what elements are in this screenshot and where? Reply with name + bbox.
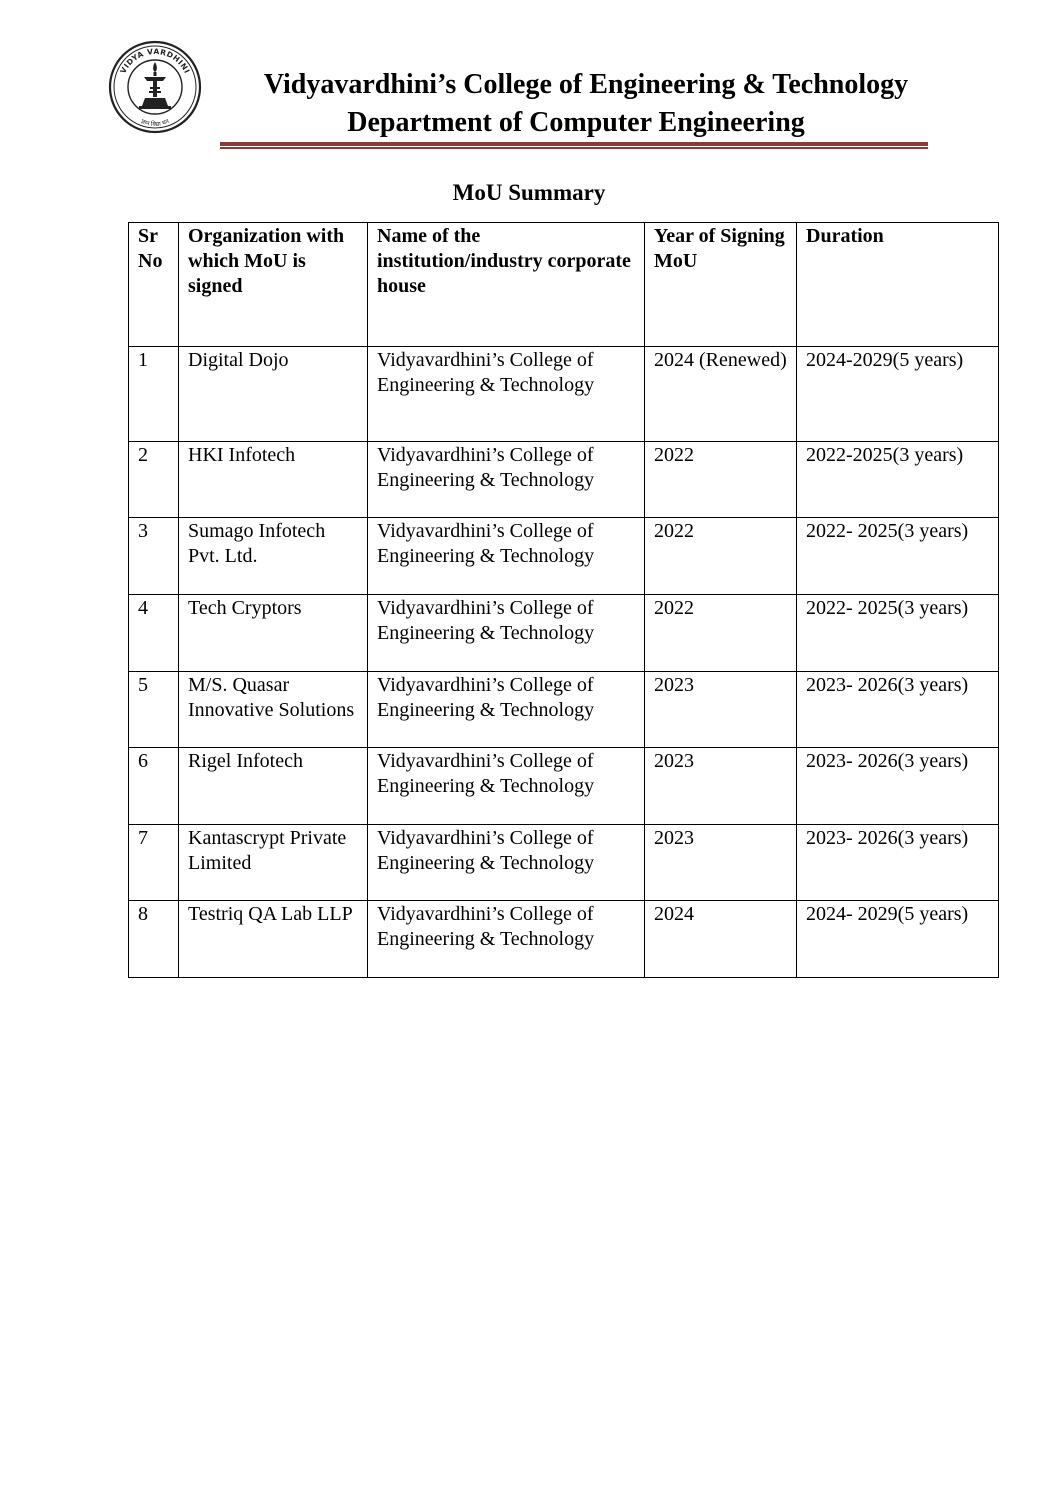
cell-organization: Kantascrypt Private Limited xyxy=(179,825,368,901)
table-row xyxy=(129,748,999,825)
cell-sr-no: 6 xyxy=(129,748,179,825)
cell-organization: Sumago Infotech Pvt. Ltd. xyxy=(179,518,368,595)
cell-institution: Vidyavardhini’s College of Engineering & Technology xyxy=(368,442,645,518)
cell-sr-no: 5 xyxy=(129,672,179,748)
cell-organization: Tech Cryptors xyxy=(179,595,368,672)
cell-organization: Digital Dojo xyxy=(179,347,368,442)
table-row xyxy=(129,672,999,748)
cell-organization: Testriq QA Lab LLP xyxy=(179,901,368,978)
table-row xyxy=(129,595,999,672)
cell-year: 2023 xyxy=(645,748,797,825)
cell-institution: Vidyavardhini’s College of Engineering & Technology xyxy=(368,672,645,748)
cell-sr-no: 8 xyxy=(129,901,179,978)
col-header-sr-no: Sr No xyxy=(129,223,179,347)
cell-duration: 2024- 2029(5 years) xyxy=(797,901,999,978)
table-row xyxy=(129,518,999,595)
cell-organization: Rigel Infotech xyxy=(179,748,368,825)
cell-duration: 2023- 2026(3 years) xyxy=(797,672,999,748)
table-row xyxy=(129,825,999,901)
cell-institution: Vidyavardhini’s College of Engineering & Technology xyxy=(368,518,645,595)
col-header-duration: Duration xyxy=(797,223,999,347)
col-header-year: Year of Signing MoU xyxy=(645,223,797,347)
header-divider-thin xyxy=(220,147,928,149)
cell-organization: M/S. Quasar Innovative Solutions xyxy=(179,672,368,748)
cell-year: 2023 xyxy=(645,825,797,901)
cell-institution: Vidyavardhini’s College of Engineering & Technology xyxy=(368,595,645,672)
col-header-institution: Name of the institution/industry corporate house xyxy=(368,223,645,347)
cell-duration: 2023- 2026(3 years) xyxy=(797,825,999,901)
cell-sr-no: 3 xyxy=(129,518,179,595)
cell-duration: 2022- 2025(3 years) xyxy=(797,518,999,595)
cell-institution: Vidyavardhini’s College of Engineering & Technology xyxy=(368,748,645,825)
mou-table xyxy=(128,222,999,978)
cell-year: 2022 xyxy=(645,595,797,672)
cell-organization: HKI Infotech xyxy=(179,442,368,518)
cell-sr-no: 1 xyxy=(129,347,179,442)
cell-duration: 2024-2029(5 years) xyxy=(797,347,999,442)
department-name: Department of Computer Engineering xyxy=(347,107,805,138)
cell-duration: 2022-2025(3 years) xyxy=(797,442,999,518)
cell-institution: Vidyavardhini’s College of Engineering & Technology xyxy=(368,825,645,901)
svg-text:ज्ञान विद्या धन: ज्ञान विद्या धन xyxy=(139,117,171,129)
college-logo xyxy=(108,40,202,134)
cell-year: 2023 xyxy=(645,672,797,748)
cell-sr-no: 7 xyxy=(129,825,179,901)
lamp-emblem-icon xyxy=(139,62,171,109)
cell-sr-no: 4 xyxy=(129,595,179,672)
cell-year: 2024 xyxy=(645,901,797,978)
table-row xyxy=(129,347,999,442)
table-row xyxy=(129,442,999,518)
college-name: Vidyavardhini’s College of Engineering & Technology xyxy=(263,69,909,100)
cell-institution: Vidyavardhini’s College of Engineering & Technology xyxy=(368,901,645,978)
cell-year: 2022 xyxy=(645,442,797,518)
table-row xyxy=(129,901,999,978)
header-divider xyxy=(220,142,928,146)
svg-text:VIDYA VARDHINI: VIDYA VARDHINI xyxy=(118,46,192,76)
cell-institution: Vidyavardhini’s College of Engineering & Technology xyxy=(368,347,645,442)
cell-sr-no: 2 xyxy=(129,442,179,518)
table-header-row xyxy=(129,223,999,347)
cell-year: 2024 (Renewed) xyxy=(645,347,797,442)
col-header-organization: Organization with which MoU is signed xyxy=(179,223,368,347)
page-title: MoU Summary xyxy=(452,180,606,205)
cell-year: 2022 xyxy=(645,518,797,595)
cell-duration: 2022- 2025(3 years) xyxy=(797,595,999,672)
cell-duration: 2023- 2026(3 years) xyxy=(797,748,999,825)
